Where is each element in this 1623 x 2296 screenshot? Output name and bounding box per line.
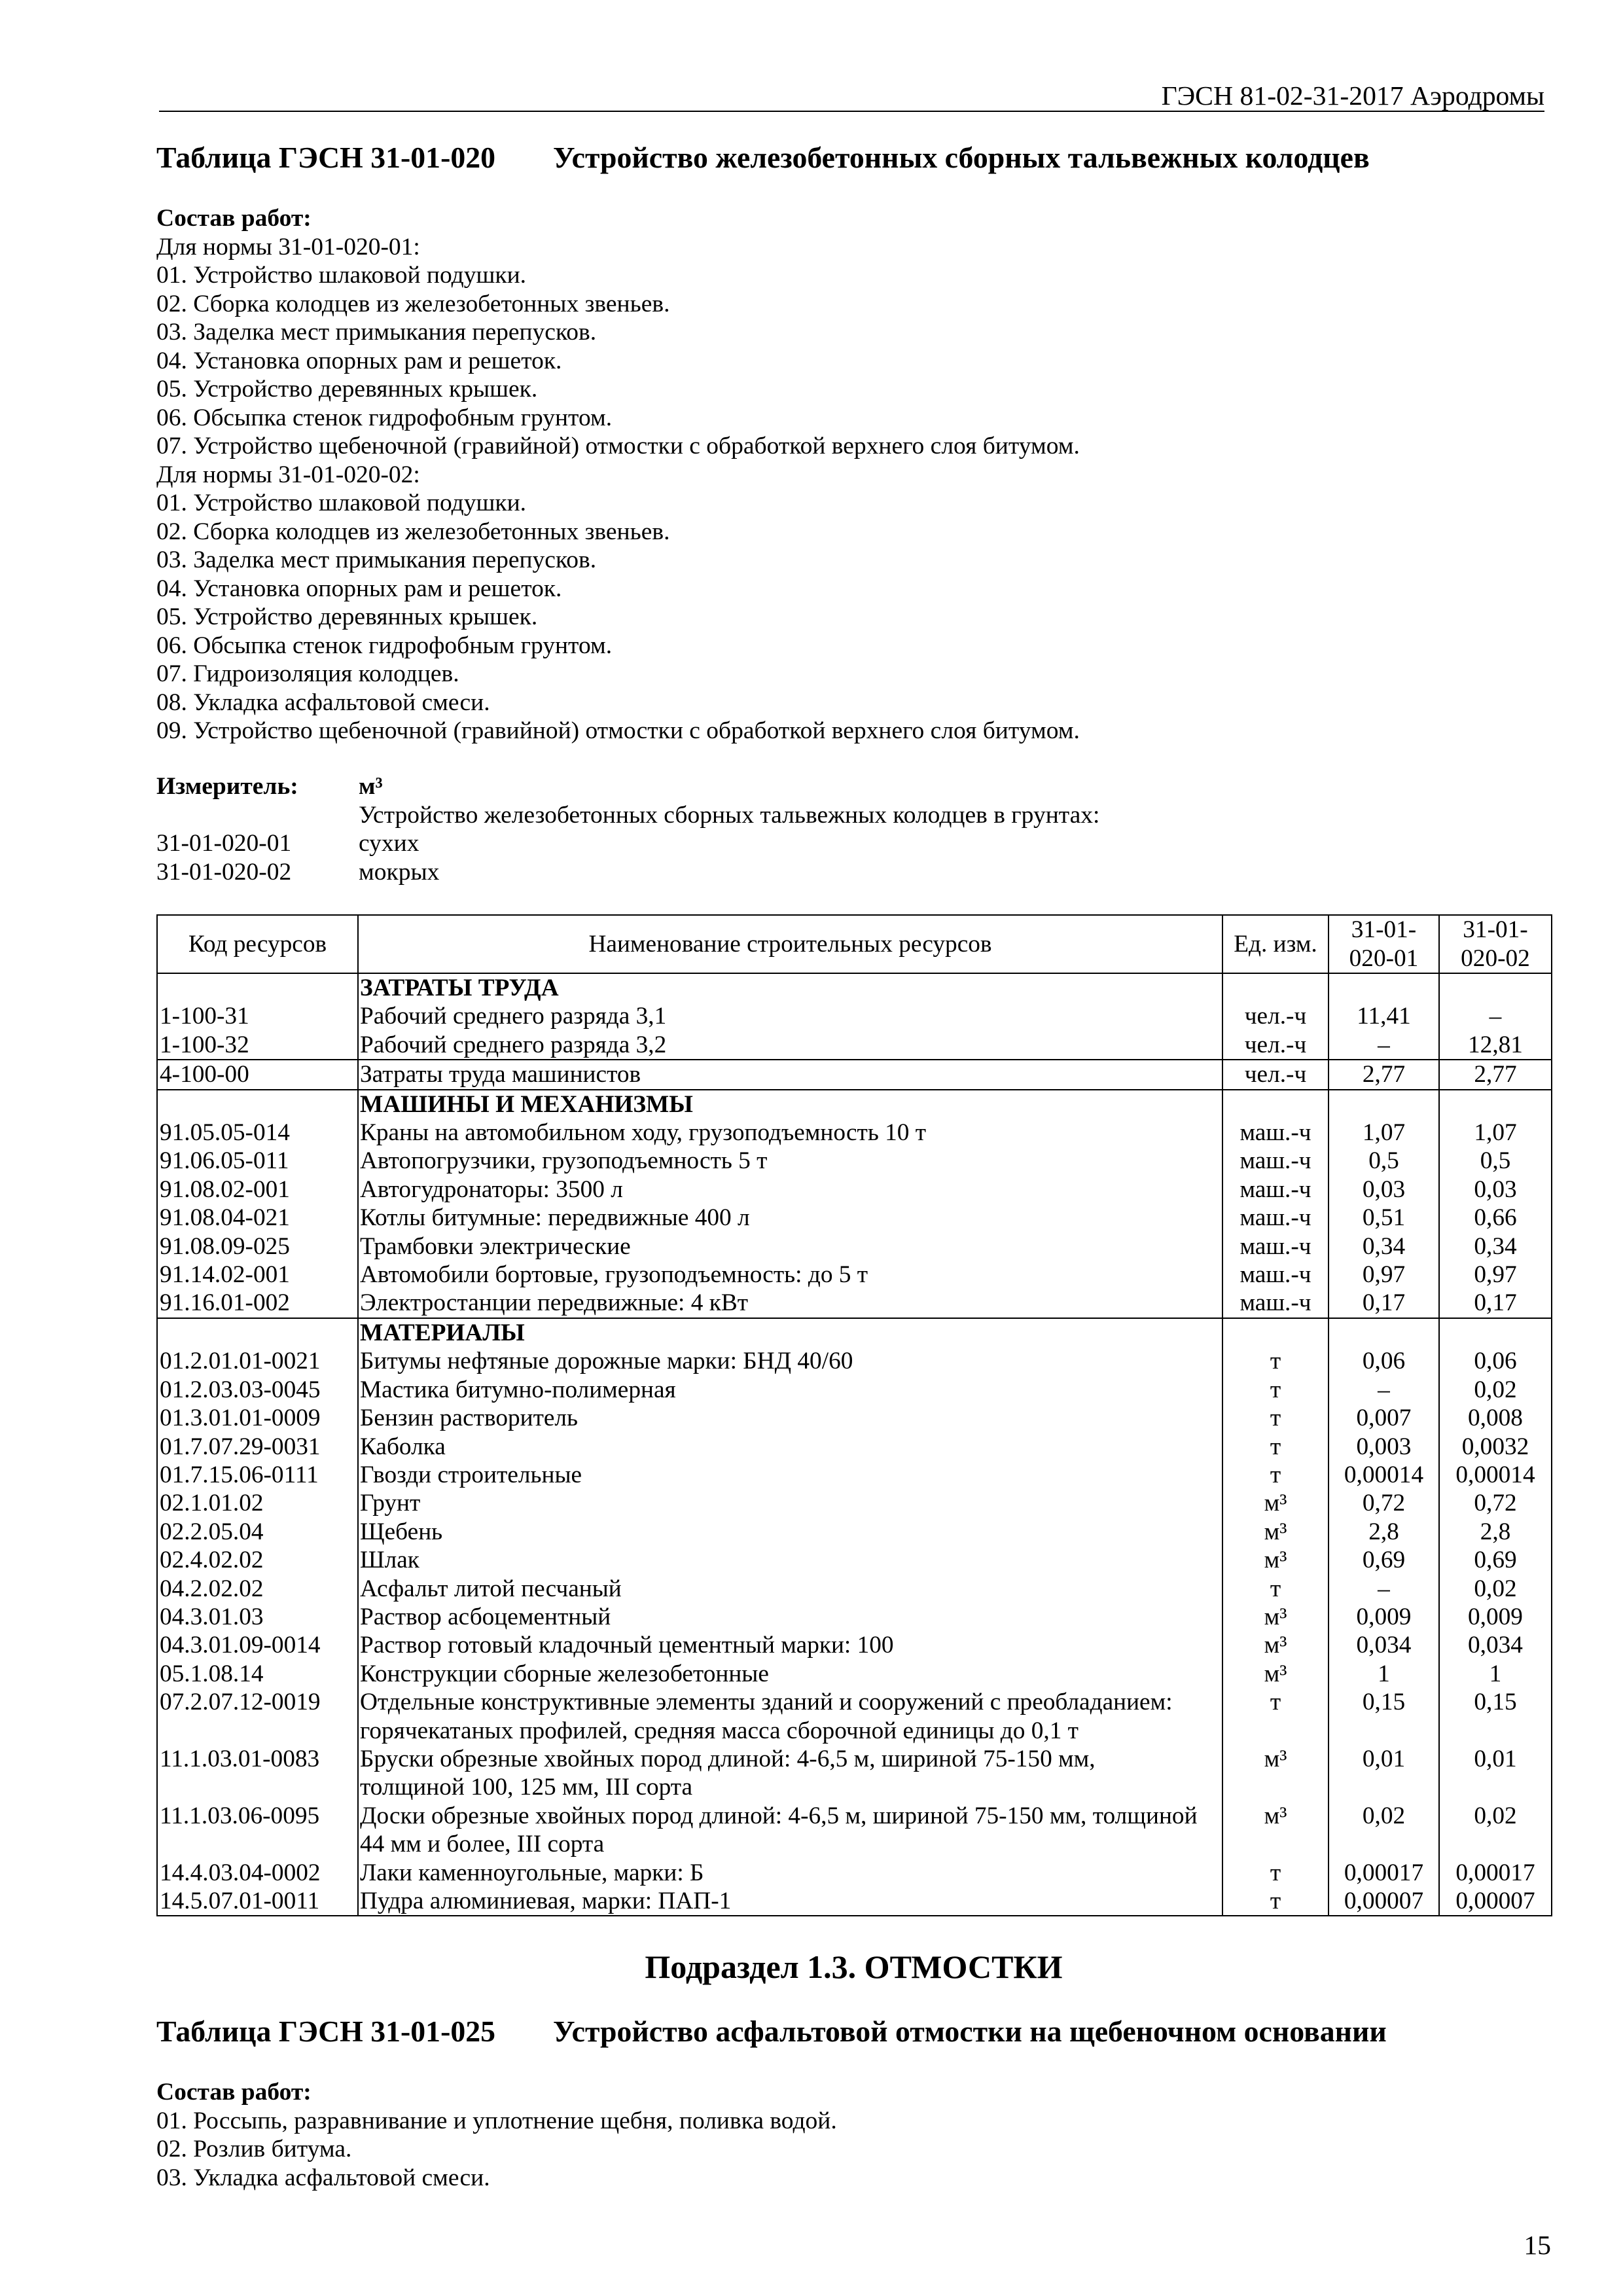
table-row [157, 1147, 1552, 1175]
cell-unit: маш.-ч [1222, 1119, 1329, 1147]
cell-value-020-01: 0,69 [1329, 1546, 1439, 1574]
measure-row [156, 772, 1551, 801]
header-name: Наименование строительных ресурсов [358, 915, 1222, 973]
cell-code: 01.7.07.29-0031 [157, 1433, 358, 1461]
cell-unit: м³ [1222, 1631, 1329, 1659]
cell-value-020-02: 0,97 [1439, 1261, 1552, 1289]
cell-name: Конструкции сборные железобетонные [358, 1660, 1222, 1688]
cell-name [358, 1745, 1222, 1802]
work-item: 03. Укладка асфальтовой смеси. [156, 2164, 490, 2191]
cell-value-020-02: 2,8 [1439, 1518, 1552, 1546]
cell-value-020-02: – [1439, 1002, 1552, 1030]
cell-code: 4-100-00 [157, 1060, 358, 1089]
cell-code: 14.4.03.04-0002 [157, 1859, 358, 1887]
cell-name: Трамбовки электрические [358, 1232, 1222, 1261]
table-label: Таблица ГЭСН 31-01-025 [156, 2015, 496, 2048]
work-item: 07. Устройство щебеночной (гравийной) отмостки с обработкой верхнего слоя битумом. [156, 433, 1080, 459]
measure-row [156, 801, 1551, 830]
cell-code: 14.5.07.01-0011 [157, 1887, 358, 1916]
resources-table [156, 914, 1552, 1916]
cell-code: 01.2.03.03-0045 [157, 1376, 358, 1404]
cell-value-020-01: – [1329, 1376, 1439, 1404]
cell-name-line: Доски обрезные хвойных пород длиной: 4-6,5 м, шириной 75-150 мм, толщиной [360, 1802, 1198, 1829]
cell-code: 04.3.01.09-0014 [157, 1631, 358, 1659]
page-number: 15 [1524, 2231, 1551, 2261]
table-row [157, 1031, 1552, 1060]
cell-value-020-01: 0,51 [1329, 1204, 1439, 1232]
cell-value-020-01: 0,06 [1329, 1347, 1439, 1375]
cell-name-line: толщиной 100, 125 мм, III сорта [360, 1774, 693, 1801]
work-item: Для нормы 31-01-020-01: [156, 233, 420, 260]
table-heading [156, 2016, 1551, 2047]
cell-value-020-01: 2,8 [1329, 1518, 1439, 1546]
section-row [157, 1090, 1552, 1119]
cell-name: Грунт [358, 1489, 1222, 1517]
work-item: 05. Устройство деревянных крышек. [156, 603, 538, 630]
cell-unit: т [1222, 1859, 1329, 1887]
cell-code: 91.16.01-002 [157, 1289, 358, 1318]
table-heading [156, 142, 1551, 173]
table-header-row [157, 915, 1552, 973]
cell-value-020-01: 2,77 [1329, 1060, 1439, 1089]
cell-unit: т [1222, 1575, 1329, 1603]
cell-unit: м³ [1222, 1745, 1329, 1802]
cell-value-020-02: 0,00017 [1439, 1859, 1552, 1887]
work-heading: Состав работ: [156, 2079, 312, 2106]
cell-name: Автогудронаторы: 3500 л [358, 1175, 1222, 1204]
cell-value-020-02 [1439, 973, 1552, 1002]
cell-name: Щебень [358, 1518, 1222, 1546]
work-item: 02. Сборка колодцев из железобетонных звеньев. [156, 290, 670, 317]
cell-unit: чел.-ч [1222, 1031, 1329, 1060]
cell-value-020-02: 0,02 [1439, 1376, 1552, 1404]
table-row [157, 1461, 1552, 1489]
cell-value-020-02 [1439, 1090, 1552, 1119]
cell-name: Гвозди строительные [358, 1461, 1222, 1489]
cell-unit: т [1222, 1376, 1329, 1404]
norm-code: 31-01-020-01 [156, 830, 292, 857]
cell-code [157, 973, 358, 1002]
cell-code: 02.1.01.02 [157, 1489, 358, 1517]
table-body [157, 973, 1552, 1916]
cell-code: 91.06.05-011 [157, 1147, 358, 1175]
table-row [157, 1546, 1552, 1574]
cell-value-020-01: 0,00017 [1329, 1859, 1439, 1887]
cell-name: Лаки каменноугольные, марки: Б [358, 1859, 1222, 1887]
work-item: 08. Укладка асфальтовой смеси. [156, 689, 490, 716]
cell-unit: т [1222, 1688, 1329, 1745]
cell-code: 91.14.02-001 [157, 1261, 358, 1289]
section-row [157, 973, 1552, 1002]
header-unit: Ед. изм. [1222, 915, 1329, 973]
cell-name: Затраты труда машинистов [358, 1060, 1222, 1089]
table-row [157, 1489, 1552, 1517]
table-row [157, 1603, 1552, 1631]
cell-code: 91.08.04-021 [157, 1204, 358, 1232]
cell-code: 91.08.02-001 [157, 1175, 358, 1204]
norm-code: 31-01-020-02 [156, 858, 292, 886]
cell-code: 05.1.08.14 [157, 1660, 358, 1688]
work-item: 06. Обсыпка стенок гидрофобным грунтом. [156, 632, 613, 659]
cell-value-020-01: 0,72 [1329, 1489, 1439, 1517]
work-item: 09. Устройство щебеночной (гравийной) отмостки с обработкой верхнего слоя битумом. [156, 717, 1080, 744]
cell-code: 91.08.09-025 [157, 1232, 358, 1261]
cell-name-line: горячекатаных профилей, средняя масса сборочной единицы до 0,1 т [360, 1717, 1079, 1744]
cell-value-020-02: 0,06 [1439, 1347, 1552, 1375]
cell-value-020-02: 0,34 [1439, 1232, 1552, 1261]
cell-value-020-02: 0,034 [1439, 1631, 1552, 1659]
cell-unit: маш.-ч [1222, 1147, 1329, 1175]
measure-unit: м³ [359, 773, 383, 800]
cell-name: Электростанции передвижные: 4 кВт [358, 1289, 1222, 1318]
header-norm-020-02 [1439, 915, 1552, 973]
subsection-title: Подраздел 1.3. ОТМОСТКИ [645, 1948, 1063, 1985]
cell-value-020-01 [1329, 1318, 1439, 1347]
cell-code: 01.2.01.01-0021 [157, 1347, 358, 1375]
work-item: 04. Установка опорных рам и решеток. [156, 347, 562, 374]
table-row [157, 1261, 1552, 1289]
table-title: Устройство железобетонных сборных тальвежных колодцев [553, 141, 1370, 174]
cell-value-020-02: 0,01 [1439, 1745, 1552, 1802]
cell-unit: т [1222, 1461, 1329, 1489]
cell-value-020-01: 0,007 [1329, 1404, 1439, 1432]
cell-value-020-01: – [1329, 1031, 1439, 1060]
cell-value-020-01: 0,003 [1329, 1433, 1439, 1461]
table-row [157, 1433, 1552, 1461]
cell-value-020-01: 0,15 [1329, 1688, 1439, 1745]
table-row [157, 1859, 1552, 1887]
cell-name [358, 1802, 1222, 1859]
table-row [157, 1175, 1552, 1204]
header-line: 31-01- [1463, 916, 1528, 944]
cell-unit [1222, 973, 1329, 1002]
table-row [157, 1802, 1552, 1859]
cell-unit: маш.-ч [1222, 1289, 1329, 1318]
header-line: 020-01 [1349, 944, 1419, 972]
cell-value-020-01: 0,00007 [1329, 1887, 1439, 1916]
cell-code: 02.4.02.02 [157, 1546, 358, 1574]
cell-value-020-01: 0,01 [1329, 1745, 1439, 1802]
measure-description: Устройство железобетонных сборных тальвежных колодцев в грунтах: [359, 801, 1100, 829]
work-heading: Состав работ: [156, 205, 312, 232]
cell-value-020-01: 0,17 [1329, 1289, 1439, 1318]
cell-name-line: 44 мм и более, III сорта [360, 1831, 605, 1858]
cell-value-020-02: 0,02 [1439, 1575, 1552, 1603]
cell-value-020-01: 0,5 [1329, 1147, 1439, 1175]
norm-name: сухих [359, 830, 419, 857]
cell-value-020-02: 1,07 [1439, 1119, 1552, 1147]
table-row [157, 1518, 1552, 1546]
cell-code [157, 1318, 358, 1347]
cell-name: Шлак [358, 1546, 1222, 1574]
table-row [157, 1002, 1552, 1030]
work-item: 01. Устройство шлаковой подушки. [156, 490, 527, 516]
cell-value-020-02: 0,02 [1439, 1802, 1552, 1859]
cell-code: 04.3.01.03 [157, 1603, 358, 1631]
cell-code: 02.2.05.04 [157, 1518, 358, 1546]
work-composition [156, 204, 1080, 745]
cell-value-020-01 [1329, 973, 1439, 1002]
cell-value-020-01: 0,02 [1329, 1802, 1439, 1859]
section-title: ЗАТРАТЫ ТРУДА [358, 973, 1222, 1002]
cell-unit: м³ [1222, 1802, 1329, 1859]
cell-name: Автомобили бортовые, грузоподъемность: до 5 т [358, 1261, 1222, 1289]
cell-value-020-01: 0,034 [1329, 1631, 1439, 1659]
cell-value-020-02 [1439, 1318, 1552, 1347]
work-item: 02. Розлив битума. [156, 2136, 352, 2162]
cell-value-020-02: 0,0032 [1439, 1433, 1552, 1461]
measure-label: Измеритель: [156, 773, 298, 800]
cell-unit: м³ [1222, 1546, 1329, 1574]
work-items [156, 2107, 837, 2193]
table-title: Устройство асфальтовой отмостки на щебеночном основании [553, 2015, 1387, 2048]
table-row [157, 1060, 1552, 1089]
section-title: МАТЕРИАЛЫ [358, 1318, 1222, 1347]
table-row [157, 1688, 1552, 1745]
cell-code: 04.2.02.02 [157, 1575, 358, 1603]
table-row [157, 1404, 1552, 1432]
cell-name: Пудра алюминиевая, марки: ПАП-1 [358, 1887, 1222, 1916]
cell-unit: т [1222, 1887, 1329, 1916]
cell-code: 11.1.03.06-0095 [157, 1802, 358, 1859]
norm-row [156, 829, 1551, 858]
cell-unit [1222, 1318, 1329, 1347]
cell-value-020-02: 1 [1439, 1660, 1552, 1688]
cell-name: Бензин растворитель [358, 1404, 1222, 1432]
cell-name: Рабочий среднего разряда 3,2 [358, 1031, 1222, 1060]
measure-block [156, 772, 1551, 886]
work-item: 07. Гидроизоляция колодцев. [156, 660, 459, 687]
cell-value-020-01: – [1329, 1575, 1439, 1603]
cell-value-020-01: 0,03 [1329, 1175, 1439, 1204]
cell-value-020-01: 0,00014 [1329, 1461, 1439, 1489]
section-title: МАШИНЫ И МЕХАНИЗМЫ [358, 1090, 1222, 1119]
table-row [157, 1204, 1552, 1232]
table-row [157, 1347, 1552, 1375]
work-composition [156, 2078, 837, 2192]
cell-value-020-01: 1,07 [1329, 1119, 1439, 1147]
cell-name: Автопогрузчики, грузоподъемность 5 т [358, 1147, 1222, 1175]
cell-unit: м³ [1222, 1603, 1329, 1631]
cell-value-020-02: 0,03 [1439, 1175, 1552, 1204]
work-items [156, 233, 1080, 745]
cell-unit: маш.-ч [1222, 1175, 1329, 1204]
table-row [157, 1631, 1552, 1659]
header-code: Код ресурсов [157, 915, 358, 973]
cell-unit: м³ [1222, 1518, 1329, 1546]
cell-unit: чел.-ч [1222, 1060, 1329, 1089]
cell-unit: чел.-ч [1222, 1002, 1329, 1030]
cell-code: 11.1.03.01-0083 [157, 1745, 358, 1802]
work-item: 01. Устройство шлаковой подушки. [156, 262, 527, 289]
cell-value-020-02: 0,00007 [1439, 1887, 1552, 1916]
cell-unit: т [1222, 1433, 1329, 1461]
cell-name: Раствор асбоцементный [358, 1603, 1222, 1631]
section-row [157, 1318, 1552, 1347]
cell-unit: маш.-ч [1222, 1261, 1329, 1289]
cell-code: 91.05.05-014 [157, 1119, 358, 1147]
cell-value-020-01: 11,41 [1329, 1002, 1439, 1030]
work-item: 03. Заделка мест примыкания перепусков. [156, 547, 597, 573]
cell-unit: т [1222, 1347, 1329, 1375]
cell-unit: т [1222, 1404, 1329, 1432]
cell-name: Мастика битумно-полимерная [358, 1376, 1222, 1404]
cell-value-020-02: 12,81 [1439, 1031, 1552, 1060]
cell-name-line: Бруски обрезные хвойных пород длиной: 4-6,5 м, шириной 75-150 мм, [360, 1745, 1096, 1772]
norm-name: мокрых [359, 858, 440, 886]
work-item: 04. Установка опорных рам и решеток. [156, 575, 562, 602]
cell-code: 01.7.15.06-0111 [157, 1461, 358, 1489]
running-header: ГЭСН 81-02-31-2017 Аэродромы [159, 82, 1544, 112]
table-row [157, 1887, 1552, 1916]
cell-value-020-02: 0,72 [1439, 1489, 1552, 1517]
work-item: 01. Россыпь, разравнивание и уплотнение щебня, поливка водой. [156, 2107, 837, 2134]
cell-unit: маш.-ч [1222, 1204, 1329, 1232]
header-line: 31-01- [1351, 916, 1417, 944]
table-row [157, 1119, 1552, 1147]
work-item: 05. Устройство деревянных крышек. [156, 376, 538, 403]
cell-name: Асфальт литой песчаный [358, 1575, 1222, 1603]
table-row [157, 1376, 1552, 1404]
cell-unit [1222, 1090, 1329, 1119]
table-row [157, 1289, 1552, 1318]
cell-value-020-02: 2,77 [1439, 1060, 1552, 1089]
cell-code: 07.2.07.12-0019 [157, 1688, 358, 1745]
cell-value-020-02: 0,00014 [1439, 1461, 1552, 1489]
cell-value-020-01: 1 [1329, 1660, 1439, 1688]
cell-name: Рабочий среднего разряда 3,1 [358, 1002, 1222, 1030]
cell-value-020-02: 0,17 [1439, 1289, 1552, 1318]
work-item: Для нормы 31-01-020-02: [156, 461, 420, 488]
cell-value-020-02: 0,5 [1439, 1147, 1552, 1175]
header-norm-020-01 [1329, 915, 1439, 973]
header-line: 020-02 [1461, 944, 1530, 972]
table-label: Таблица ГЭСН 31-01-020 [156, 141, 496, 174]
cell-name: Каболка [358, 1433, 1222, 1461]
table-row [157, 1232, 1552, 1261]
cell-name-line: Отдельные конструктивные элементы зданий и сооружений с преобладанием: [360, 1689, 1173, 1716]
cell-unit: м³ [1222, 1660, 1329, 1688]
work-item: 03. Заделка мест примыкания перепусков. [156, 319, 597, 346]
cell-value-020-02: 0,69 [1439, 1546, 1552, 1574]
cell-value-020-02: 0,66 [1439, 1204, 1552, 1232]
work-item: 02. Сборка колодцев из железобетонных звеньев. [156, 518, 670, 545]
cell-value-020-01: 0,97 [1329, 1261, 1439, 1289]
table-row [157, 1660, 1552, 1688]
norm-row [156, 858, 1551, 887]
cell-name: Битумы нефтяные дорожные марки: БНД 40/60 [358, 1347, 1222, 1375]
cell-value-020-01: 0,009 [1329, 1603, 1439, 1631]
cell-name: Краны на автомобильном ходу, грузоподъемность 10 т [358, 1119, 1222, 1147]
cell-name [358, 1688, 1222, 1745]
cell-value-020-02: 0,15 [1439, 1688, 1552, 1745]
cell-value-020-01 [1329, 1090, 1439, 1119]
cell-code: 1-100-32 [157, 1031, 358, 1060]
cell-value-020-02: 0,009 [1439, 1603, 1552, 1631]
cell-unit: м³ [1222, 1489, 1329, 1517]
cell-unit: маш.-ч [1222, 1232, 1329, 1261]
cell-name: Котлы битумные: передвижные 400 л [358, 1204, 1222, 1232]
cell-code [157, 1090, 358, 1119]
table-row [157, 1575, 1552, 1603]
cell-value-020-02: 0,008 [1439, 1404, 1552, 1432]
cell-code: 1-100-31 [157, 1002, 358, 1030]
cell-code: 01.3.01.01-0009 [157, 1404, 358, 1432]
work-item: 06. Обсыпка стенок гидрофобным грунтом. [156, 404, 613, 431]
cell-value-020-01: 0,34 [1329, 1232, 1439, 1261]
table-row [157, 1745, 1552, 1802]
cell-name: Раствор готовый кладочный цементный марки: 100 [358, 1631, 1222, 1659]
